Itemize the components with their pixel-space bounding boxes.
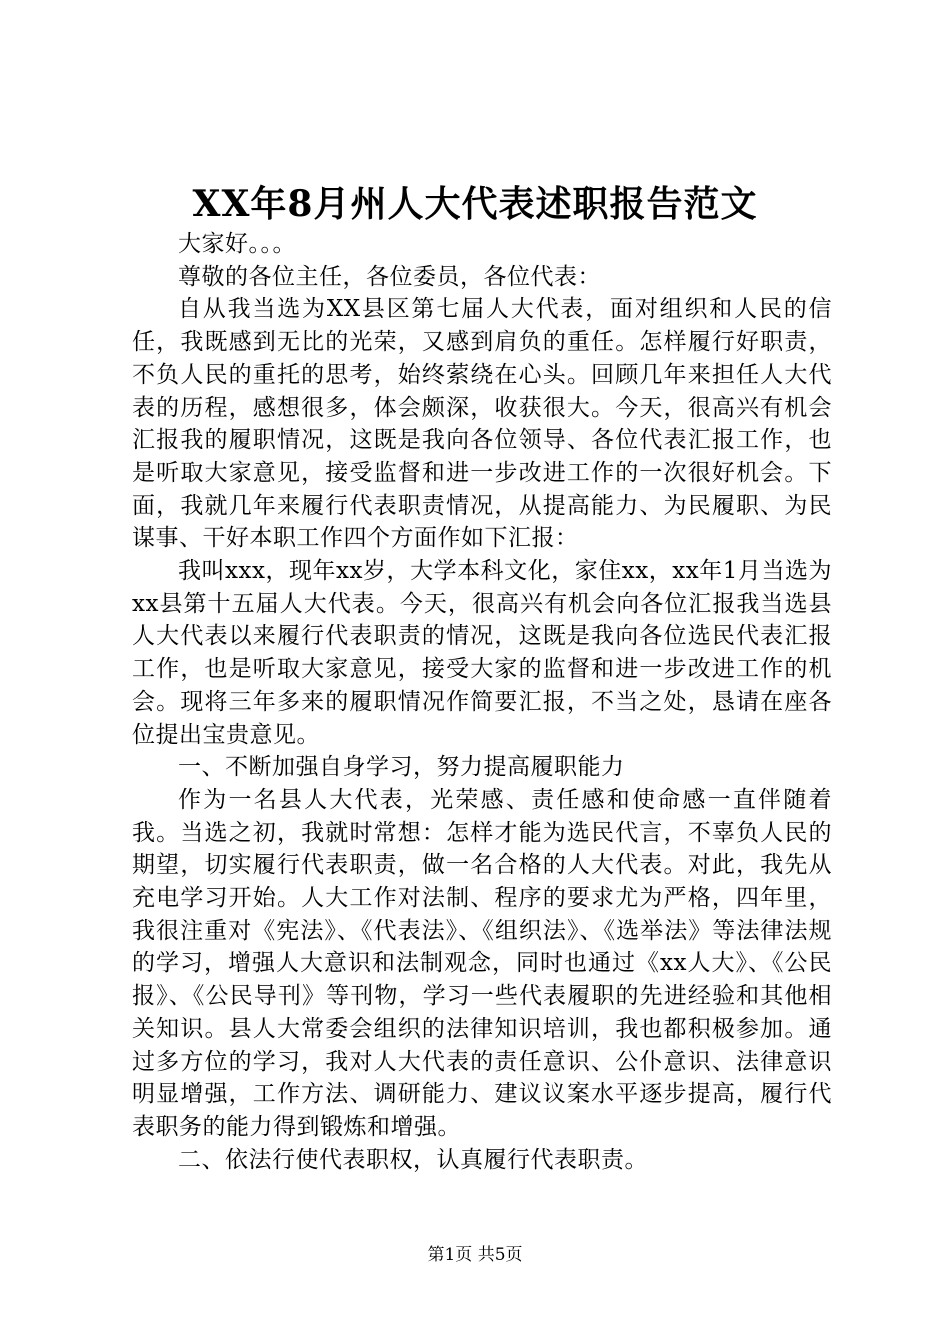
section-heading-1: 一、不断加强自身学习，努力提高履职能力 bbox=[178, 754, 625, 781]
document-title: XX年8月州人大代表述职报告范文 bbox=[192, 183, 758, 225]
page-number-footer: 第1页 共5页 bbox=[427, 1245, 523, 1265]
paragraph-intro: 自从我当选为XX县区第七届人大代表，面对组织和人民的信任，我既感到无比的光荣，又感到肩负的重任。怎样履行好职责，不负人民的重托的思考，始终萦绕在心头。回顾几年来担任人大代表的历程，感想很多，体会颇深，收获很大。今天，很高兴有机会汇报我的履职情况，这既是我向各位领导、各位代表汇报工作，也是听取大家意见，接受监督和进一步改进工作的一次很好机会。下面，我就几年来履行代表职责情况，从提高能力、为民履职、为民谋事、干好本职工作四个方面作如下汇报： bbox=[132, 296, 832, 552]
document-body bbox=[132, 228, 832, 1176]
section-heading-2: 二、依法行使代表职权，认真履行代表职责。 bbox=[178, 1146, 648, 1173]
paragraph-greeting: 大家好。。。 bbox=[178, 231, 296, 257]
paragraph-section-1: 作为一名县人大代表，光荣感、责任感和使命感一直伴随着我。当选之初，我就时常想：怎样才能为选民代言，不辜负人民的期望，切实履行代表职责，做一名合格的人大代表。对此，我先从充电学习开始。人大工作对法制、程序的要求尤为严格，四年里，我很注重对《宪法》、《代表法》、《组织法》、《选举法》等法律法规的学习，增强人大意识和法制观念，同时也通过《xx人大》、《公民报》、《公民导刊》等刊物，学习一些代表履职的先进经验和其他相关知识。县人大常委会组织的法律知识培训，我也都积极参加。通过多方位的学习，我对人大代表的责任意识、公仆意识、法律意识明显增强，工作方法、调研能力、建议议案水平逐步提高，履行代表职务的能力得到锻炼和增强。 bbox=[132, 786, 832, 1140]
paragraph-salutation: 尊敬的各位主任，各位委员，各位代表： bbox=[178, 263, 601, 290]
paragraph-self-introduction: 我叫xxx，现年xx岁，大学本科文化，家住xx，xx年1月当选为xx县第十五届人大代表。今天，很高兴有机会向各位汇报我当选县人大代表以来履行代表职责的情况，这既是我向各位选民代表汇报工作，也是听取大家意见，接受大家的监督和进一步改进工作的机会。现将三年多来的履职情况作简要汇报，不当之处，恳请在座各位提出宝贵意见。 bbox=[132, 558, 832, 748]
